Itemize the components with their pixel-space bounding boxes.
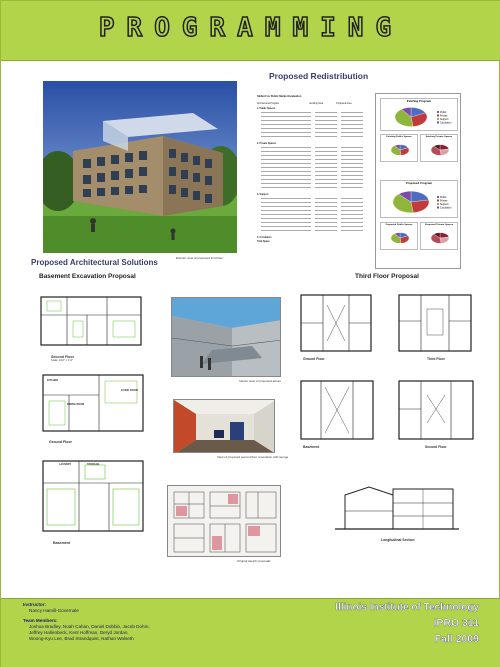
legend-swatch — [437, 200, 439, 202]
program-charts — [375, 93, 461, 269]
term: Fall 2009 — [434, 633, 479, 645]
tf-third-floor-label: Third Floor — [427, 357, 445, 361]
legend-label: Private — [440, 199, 448, 203]
proposed-public-title: Proposed Public Spaces — [385, 224, 413, 226]
proposed-program-pie — [381, 181, 459, 219]
legend-swatch — [437, 111, 439, 113]
poster-title: PROGRAMMING — [98, 13, 404, 43]
proposed-program-title: Proposed Program — [405, 182, 433, 185]
basement-basement-label: Basement — [53, 541, 71, 545]
legend-swatch — [437, 115, 439, 117]
legend-swatch — [437, 118, 439, 120]
atrium-render — [171, 297, 281, 377]
table-row — [257, 136, 367, 140]
table-header-row — [257, 103, 367, 105]
legend-label: Private — [440, 114, 448, 118]
pie-slice — [411, 200, 429, 213]
basement-ground-floor-label: Ground Floor — [49, 440, 72, 444]
proposed-program-chart — [380, 180, 458, 218]
pie-slice — [440, 149, 449, 155]
room-living: LIVING ROOM — [121, 389, 138, 392]
second-floor-scale: Scale: 1/16" = 1'-0" — [51, 359, 74, 362]
proposed-public-pie — [381, 223, 419, 251]
second-floor-plan — [37, 293, 149, 353]
table-section-label: 3. Support — [257, 194, 269, 196]
legend-swatch — [437, 207, 439, 209]
existing-private-chart — [420, 134, 458, 162]
team-line-1: Joshua Bradley, Noah Cahan, Daniel Dobbin, Jacob Dohm, — [29, 624, 150, 629]
col-existing: Existing Area — [309, 103, 324, 105]
table-row — [257, 187, 367, 191]
table-row — [257, 230, 367, 234]
longitudinal-section — [331, 471, 463, 535]
institution-name: Illinois Institute of Technology — [335, 602, 479, 613]
sketch-caption: Original sketch proposals — [237, 559, 271, 563]
solutions-title: Proposed Architectural Solutions — [31, 258, 158, 267]
team-label: Team Members: — [23, 618, 58, 623]
third-floor-proposal-title: Third Floor Proposal — [355, 273, 419, 280]
legend-swatch — [437, 122, 439, 124]
basement-second-floor-label: Second Floor — [51, 355, 74, 359]
tf-basement-plan — [297, 377, 377, 443]
basement-proposal-title: Basement Excavation Proposal — [39, 273, 136, 280]
legend-label: Public — [440, 196, 447, 199]
atrium-caption: Interior view of proposed atrium — [239, 379, 282, 383]
table-circulation-label: 4. Circulation — [257, 237, 272, 239]
col-proposed: Proposed Area — [336, 103, 352, 105]
existing-program-pie — [381, 99, 459, 132]
proposed-private-title: Proposed Private Spaces — [424, 224, 454, 226]
program-table — [257, 95, 367, 265]
basement-plan — [39, 457, 151, 537]
existing-program-title: Existing Program — [406, 100, 432, 103]
room-dining: DINING ROOM — [67, 403, 85, 406]
room-kitchen: KITCHEN — [47, 379, 59, 382]
room-laundry: LAUNDRY — [59, 463, 72, 466]
proposed-public-chart — [380, 222, 418, 250]
course-name: IPRO 311 — [433, 617, 479, 629]
table-section-label: 1. Public Spaces — [257, 108, 276, 110]
legend-swatch — [437, 196, 439, 198]
room-storage: STORAGE — [87, 463, 100, 466]
instructor-name: Nancy Hamill-Governale — [29, 608, 79, 613]
table-body — [257, 108, 367, 245]
table-section-label: 2. Private Spaces — [257, 143, 276, 145]
proposed-private-pie — [421, 223, 459, 251]
tf-third-floor-plan — [395, 291, 475, 355]
existing-private-title: Existing Private Spaces — [425, 136, 453, 138]
legend-swatch — [437, 203, 439, 205]
interior-caption: View of proposed second floor renovation with lounge — [217, 455, 289, 459]
pie-slice — [440, 237, 449, 243]
existing-private-pie — [421, 135, 459, 163]
proposed-private-chart — [420, 222, 458, 250]
legend-label: Public — [440, 111, 447, 114]
table-subheading: Architectural Program — [257, 103, 280, 105]
existing-program-chart — [380, 98, 458, 131]
exterior-caption: Exterior view of proposed third floor — [176, 256, 224, 260]
team-line-3: Woong-Kyu Lee, Brad Strandquist, Nathan Walseth — [29, 636, 134, 641]
legend-label: Support — [440, 203, 449, 206]
existing-public-title: Existing Public Spaces — [386, 136, 412, 138]
exterior-render — [43, 81, 237, 253]
tf-second-floor-label: Second Floor — [425, 445, 447, 449]
existing-public-chart — [380, 134, 418, 162]
tf-ground-floor-label: Ground Floor — [303, 357, 325, 361]
tf-basement-label: Basement — [303, 445, 320, 449]
interior-render — [173, 399, 275, 453]
redistribution-title: Proposed Redistribution — [269, 71, 369, 81]
table-heading: Skillet Fox Public Market Evaluation — [257, 95, 302, 98]
table-total-label: Total Space — [257, 241, 270, 243]
instructor-block — [23, 602, 150, 642]
legend-label: Circulation — [440, 121, 452, 125]
sketch-proposals — [167, 485, 281, 557]
section-label: Longitudinal Section — [381, 538, 415, 542]
team-line-2: Jeffrey Hallenbeck, Kent Hoffman, Deryd Jordan, — [29, 630, 129, 635]
legend-label: Support — [440, 118, 449, 121]
tf-second-floor-plan — [395, 377, 477, 443]
existing-public-pie — [381, 135, 419, 163]
instructor-label: Instructor: — [23, 602, 46, 607]
legend-label: Circulation — [440, 206, 452, 210]
tf-ground-floor-plan — [297, 291, 375, 355]
